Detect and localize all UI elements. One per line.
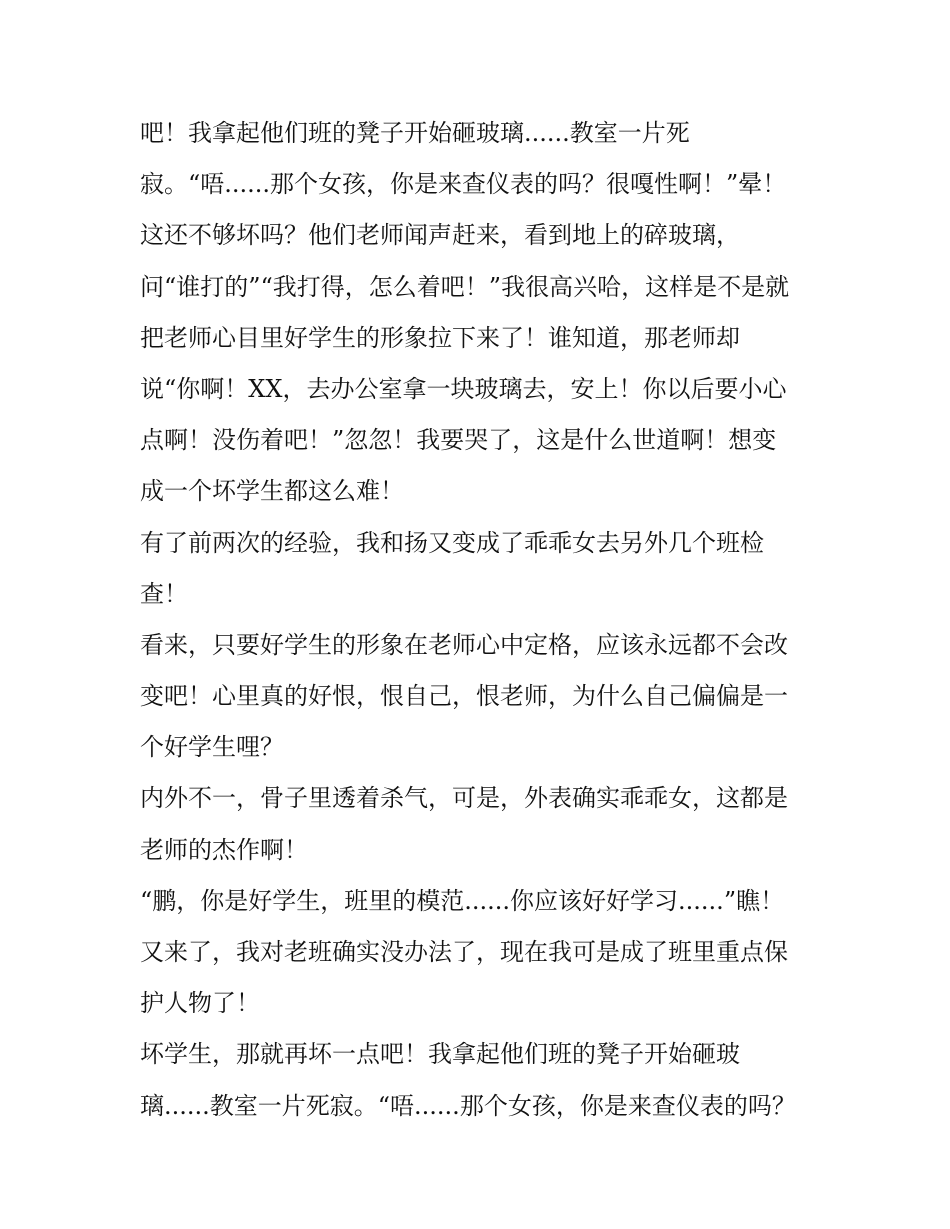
text-line-7: 点啊！没伤着吧！”忽忽！我要哭了，这是什么世道啊！想变 (140, 426, 777, 455)
text-line-18: 护人物了！ (140, 989, 260, 1018)
text-line-17: 又来了，我对老班确实没办法了，现在我可是成了班里重点保 (140, 938, 788, 966)
text-line-14: 内外不一，骨子里透着杀气，可是，外表确实乖乖女，这都是 (140, 784, 788, 813)
text-line-10: 查！ (140, 579, 188, 608)
text-line-15: 老师的杰作啊！ (140, 835, 308, 864)
text-line-13: 个好学生哩？ (140, 733, 284, 762)
text-line-12: 变吧！心里真的好恨，恨自己，恨老师，为什么自己偏偏是一 (140, 682, 788, 711)
text-line-20: 璃......教室一片死寂。“唔......那个女孩，你是来查仪表的吗？ (140, 1091, 796, 1120)
text-line-16: “鹏，你是好学生，班里的模范......你应该好好学习......”瞧！ (140, 886, 785, 915)
text-line-9: 有了前两次的经验，我和扬又变成了乖乖女去另外几个班检 (140, 528, 764, 557)
text-line-11: 看来，只要好学生的形象在老师心中定格，应该永远都不会改 (140, 630, 788, 659)
text-line-1: 吧！我拿起他们班的凳子开始砸玻璃......教室一片死 (140, 119, 690, 147)
text-line-8: 成一个坏学生都这么难！ (140, 477, 404, 506)
text-line-5: 把老师心目里好学生的形象拉下来了！谁知道，那老师却 (140, 323, 740, 352)
text-line-19: 坏学生，那就再坏一点吧！我拿起他们班的凳子开始砸玻 (140, 1040, 740, 1069)
text-line-2: 寂。“唔......那个女孩，你是来查仪表的吗？很嘎性啊！”晕！ (140, 170, 787, 199)
text-line-3: 这还不够坏吗？他们老师闻声赶来，看到地上的碎玻璃， (140, 221, 740, 250)
body-text (140, 108, 830, 1132)
text-line-4: 问“谁打的”“我打得，怎么着吧！”我很高兴哈，这样是不是就 (140, 272, 790, 301)
text-line-6: 说“你啊！XX，去办公室拿一块玻璃去，安上！你以后要小心 (140, 374, 787, 403)
